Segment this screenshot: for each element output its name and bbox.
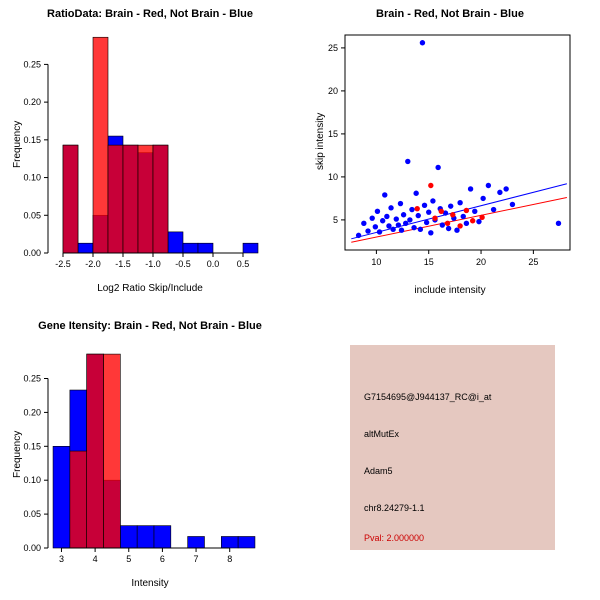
svg-text:0.00: 0.00 (23, 543, 41, 553)
hist-gene-ylabel: Frequency (12, 430, 23, 478)
info-probeset: G7154695@J944137_RC@i_at (364, 392, 492, 402)
svg-text:0.15: 0.15 (23, 441, 41, 452)
hist-ratio-xlabel: Log2 Ratio Skip/Include (97, 283, 203, 294)
svg-text:0.0: 0.0 (206, 259, 220, 269)
svg-text:15: 15 (423, 257, 434, 267)
svg-text:20: 20 (327, 85, 338, 96)
svg-text:0.25: 0.25 (23, 59, 41, 70)
scatter-xlabel: include intensity (414, 285, 486, 296)
hist-gene-title: Gene Itensity: Brain - Red, Not Brain - Blue (38, 320, 262, 332)
info-locus: chr8.24279-1.1 (364, 503, 425, 513)
svg-text:0.15: 0.15 (23, 134, 41, 145)
svg-text:0.10: 0.10 (23, 475, 41, 486)
svg-text:-1.5: -1.5 (115, 259, 131, 269)
hist-ratio-plot (0, 0, 300, 300)
svg-text:0.5: 0.5 (236, 259, 250, 269)
info-type: altMutEx (364, 429, 400, 439)
scatter-plot (300, 0, 600, 300)
svg-text:25: 25 (528, 257, 539, 267)
hist-ratio-ylabel: Frequency (12, 120, 23, 168)
svg-text:10: 10 (371, 257, 382, 267)
svg-text:0.25: 0.25 (23, 373, 41, 384)
svg-text:6: 6 (159, 554, 165, 564)
svg-text:10: 10 (327, 171, 338, 182)
hist-ratio-title: RatioData: Brain - Red, Not Brain - Blue (47, 8, 253, 20)
svg-text:20: 20 (476, 257, 487, 267)
svg-text:0.20: 0.20 (23, 407, 41, 418)
info-gene: Adam5 (364, 466, 393, 476)
svg-text:0.05: 0.05 (23, 210, 41, 221)
panel-scatter (300, 0, 600, 300)
svg-text:0.10: 0.10 (23, 172, 41, 183)
svg-text:0.00: 0.00 (23, 248, 41, 258)
svg-text:5: 5 (332, 214, 338, 225)
panel-hist-ratio (0, 0, 300, 300)
svg-text:5: 5 (126, 554, 132, 564)
svg-text:3: 3 (58, 554, 64, 564)
svg-text:-2.5: -2.5 (55, 259, 71, 269)
hist-gene-plot (0, 300, 300, 600)
svg-text:15: 15 (327, 128, 338, 139)
svg-text:-0.5: -0.5 (175, 259, 191, 269)
svg-text:8: 8 (227, 554, 233, 564)
hist-gene-xlabel: Intensity (131, 578, 169, 589)
svg-text:-1.0: -1.0 (145, 259, 161, 269)
info-pval: Pval: 2.000000 (364, 533, 425, 543)
svg-text:0.05: 0.05 (23, 509, 41, 520)
svg-text:0.20: 0.20 (23, 97, 41, 108)
panel-hist-gene (0, 300, 300, 600)
scatter-title: Brain - Red, Not Brain - Blue (376, 8, 524, 20)
svg-text:25: 25 (327, 42, 338, 53)
scatter-ylabel: skip intensity (315, 112, 326, 170)
svg-text:7: 7 (193, 554, 199, 564)
svg-text:4: 4 (92, 554, 98, 564)
svg-text:-2.0: -2.0 (85, 259, 101, 269)
info-box (350, 345, 555, 550)
